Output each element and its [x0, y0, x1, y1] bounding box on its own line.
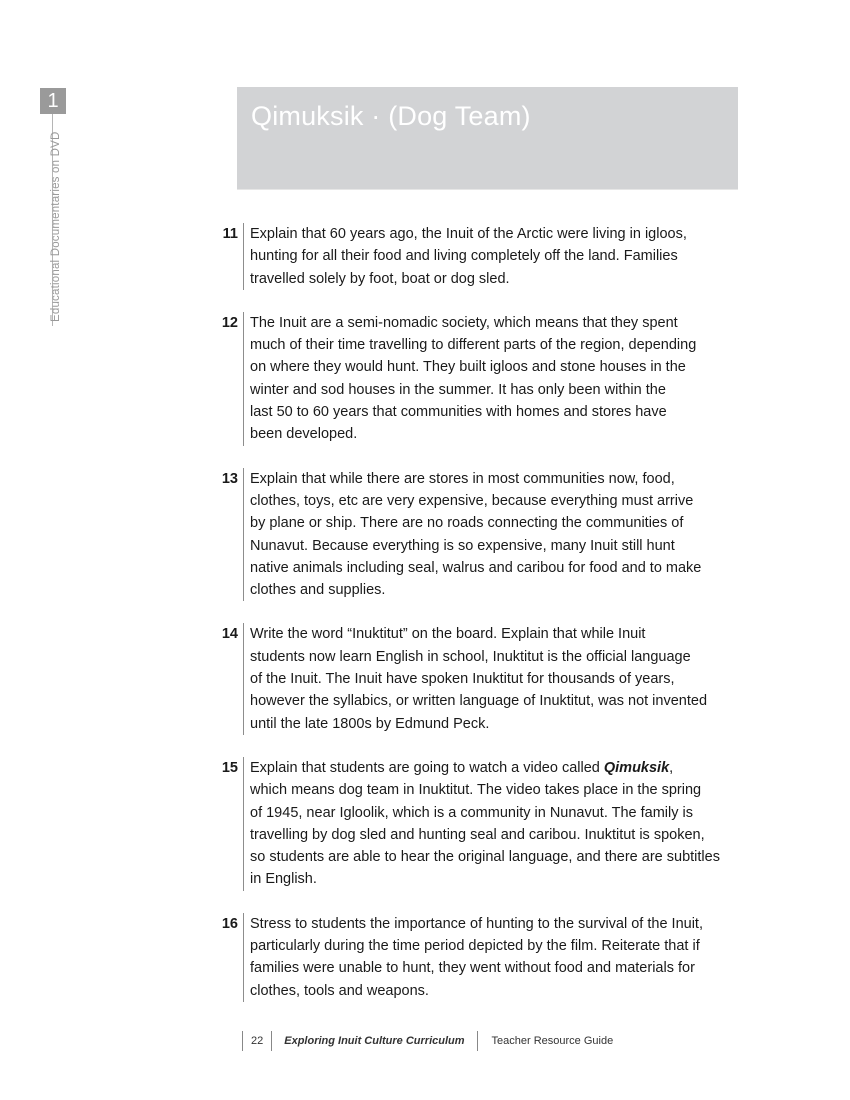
step-text: The Inuit are a semi-nomadic society, which means that they spent much of their time travelling to different parts of the region, depending on where they would hunt. They built igloos and stone houses in the winter and sod houses in the summer. It has only been within the last 50 to 60 years that communities with homes and stores have been developed. [243, 312, 736, 446]
page-title: Qimuksik · (Dog Team) [251, 101, 531, 131]
step-item [210, 468, 740, 602]
page-number: 22 [251, 1035, 264, 1047]
film-title: Qimuksik [603, 759, 670, 776]
step-list [210, 223, 740, 1002]
step-item [210, 223, 740, 290]
step-text: Write the word “Inuktitut” on the board. Explain that while Inuit students now learn English in school, Inuktitut is the official language of the Inuit. The Inuit have spoken Inuktitut for thousands of years, however the syllabics, or written language of Inuktitut, was not invented until the late 1800s by Edmund Peck. [243, 623, 736, 734]
step-item [210, 757, 740, 891]
step-item [210, 913, 740, 1002]
step-number: 15 [221, 759, 238, 776]
page-footer [242, 1030, 627, 1052]
guide-title: Teacher Resource Guide [491, 1035, 614, 1047]
step-number: 13 [221, 470, 238, 487]
step-number: 14 [221, 626, 238, 643]
step-text-lead: Explain that students are going to watch a video called [250, 759, 604, 776]
step-text-rest: , which means dog team in Inuktitut. The video takes place in the spring of 1945, near Igloolik, which is a community in Nunavut. The family is travelling by dog sled and hunting seal and caribou. Inuktitut is spoken, so students are able to hear the original language, and there are subtitles in English. [250, 759, 720, 888]
step-text [243, 757, 736, 891]
step-text: Explain that 60 years ago, the Inuit of the Arctic were living in igloos, hunting for all their food and living completely off the land. Families travelled solely by foot, boat or dog sled. [243, 223, 736, 290]
step-item [210, 623, 740, 734]
series-title: Exploring Inuit Culture Curriculum [284, 1035, 465, 1047]
step-item [210, 312, 740, 446]
step-number: 16 [221, 915, 238, 932]
title-banner [237, 87, 738, 189]
chapter-number-tab: 1 [40, 88, 66, 114]
step-number: 11 [222, 226, 238, 242]
step-text: Explain that while there are stores in most communities now, food, clothes, toys, etc are very expensive, because everything must arrive by plane or ship. There are no roads connecting the communities of Nunavut. Because everything is so expensive, many Inuit still hunt native animals including seal, walrus and caribou for food and to make clothes and supplies. [243, 468, 736, 602]
chapter-label: Educational Documentaries on DVD [50, 131, 62, 322]
step-number: 12 [221, 314, 238, 331]
step-text: Stress to students the importance of hunting to the survival of the Inuit, particularly during the time period depicted by the film. Reiterate that if families were unable to hunt, they went without food and materials for clothes, tools and weapons. [243, 913, 736, 1002]
